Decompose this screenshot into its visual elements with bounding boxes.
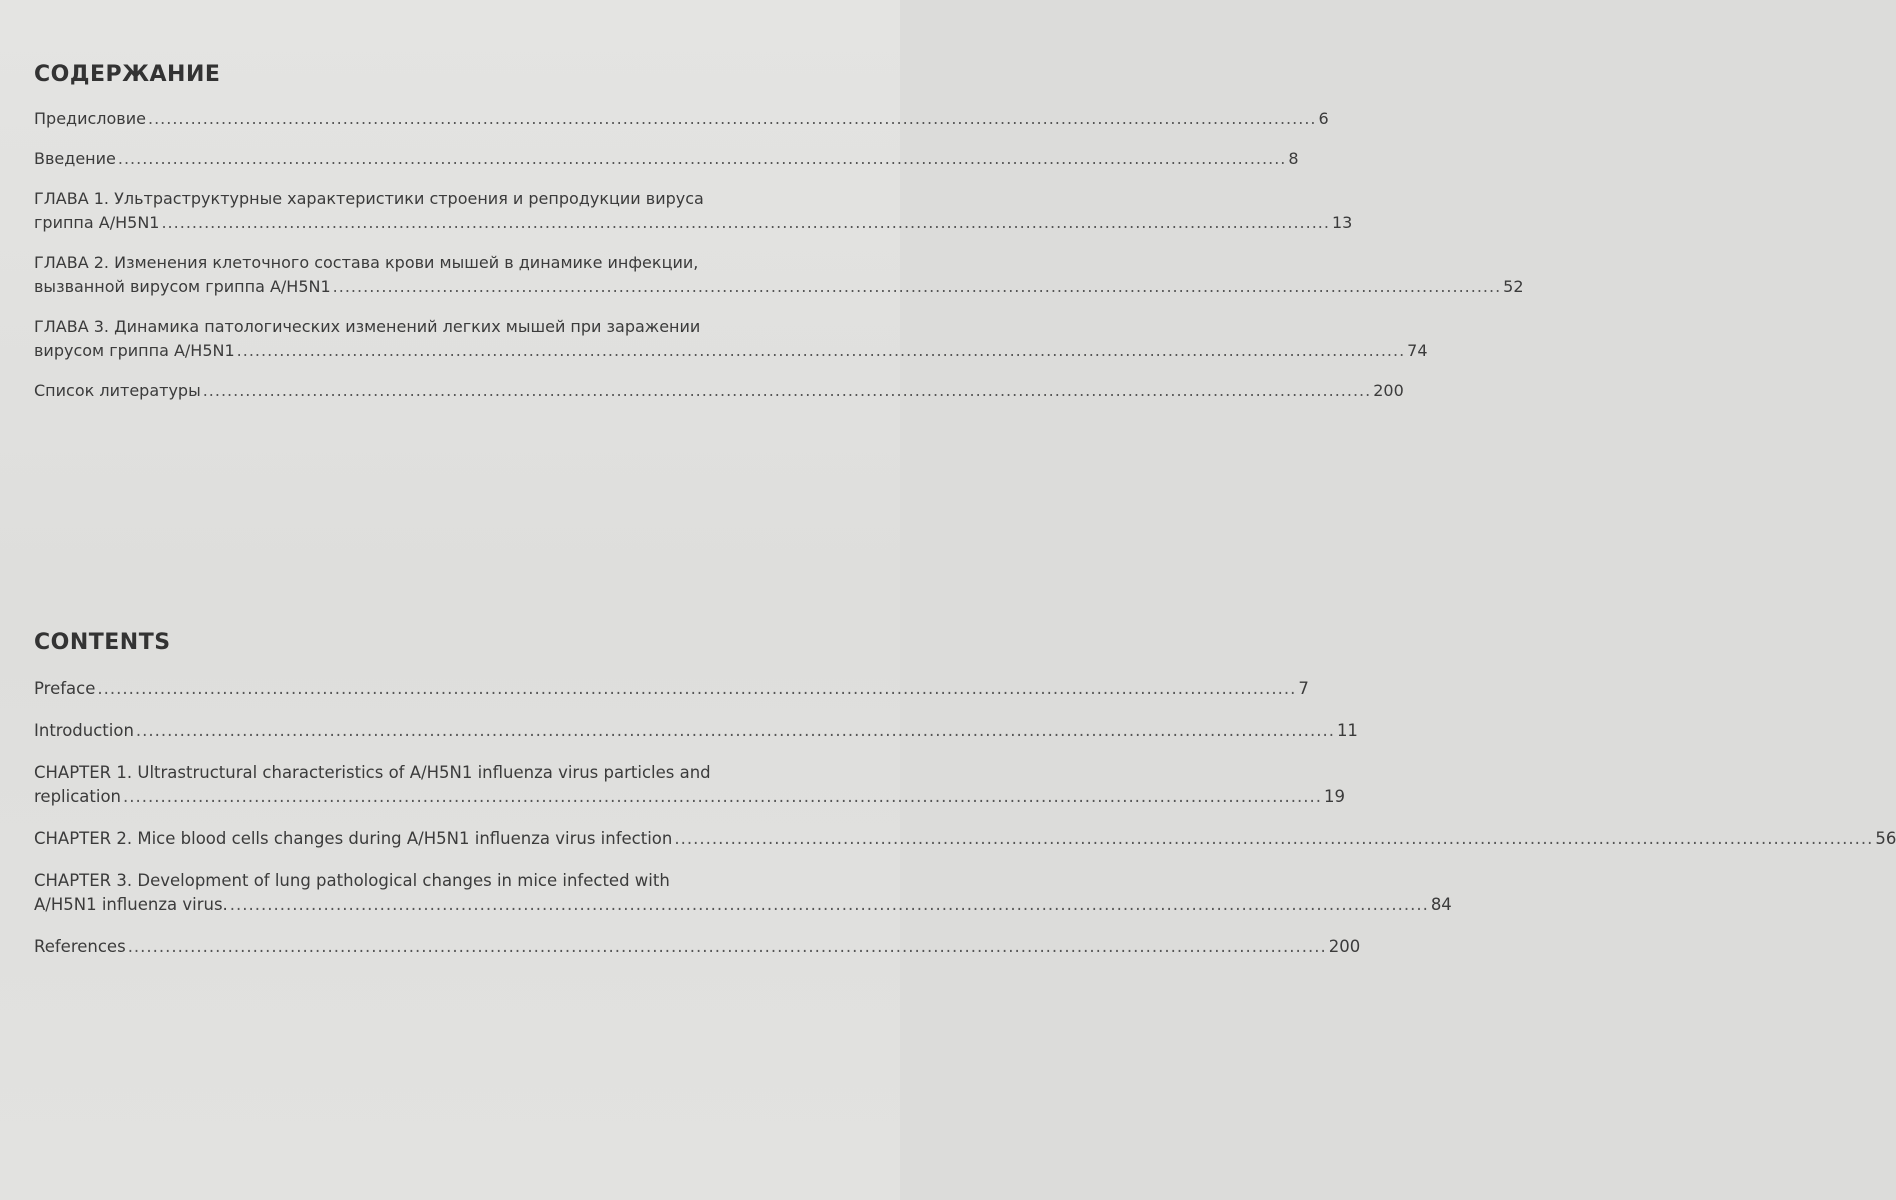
leader-dots: ................................................................................................................................................................................................ [229, 895, 1429, 914]
leader-dots: ................................................................................................................................................................................................ [127, 937, 1327, 956]
entry-text-line1: CHAPTER 3. Development of lung pathological changes in mice infected with [34, 871, 670, 890]
toc-title-en: CONTENTS [34, 630, 171, 655]
page-number: 13 [1331, 213, 1353, 232]
toc-entry-intro-ru [34, 147, 1299, 171]
toc-entry-chapter2-en [34, 827, 1896, 851]
leader-dots: ................................................................................................................................................................................................ [117, 149, 1287, 168]
entry-text-line1: ГЛАВА 3. Динамика патологических изменений легких мышей при заражении [34, 317, 701, 336]
toc-title-ru: СОДЕРЖАНИЕ [34, 62, 221, 87]
leader-dots: ................................................................................................................................................................................................ [161, 213, 1330, 232]
leader-dots: ................................................................................................................................................................................................ [123, 787, 1323, 806]
page-number: 200 [1328, 937, 1361, 956]
page-number: 11 [1336, 721, 1358, 740]
toc-entry-chapter2-ru [34, 251, 1524, 299]
toc-entry-references-ru [34, 379, 1404, 403]
leader-dots: ................................................................................................................................................................................................ [135, 721, 1335, 740]
entry-text: Введение [34, 149, 116, 168]
page-number: 6 [1318, 109, 1329, 128]
entry-text: Предисловие [34, 109, 146, 128]
entry-text: Preface [34, 679, 96, 698]
page-number: 84 [1430, 895, 1452, 914]
toc-entry-preface-ru [34, 107, 1329, 131]
toc-entry-chapter3-en [34, 869, 1452, 917]
leader-dots: ................................................................................................................................................................................................ [202, 381, 1372, 400]
entry-text: Список литературы [34, 381, 201, 400]
toc-entry-chapter1-ru [34, 187, 1353, 235]
toc-english [34, 630, 1896, 977]
page-number: 56 [1875, 829, 1896, 848]
page-number: 74 [1407, 341, 1428, 360]
toc-entry-references-en [34, 935, 1361, 959]
entry-text-line1: CHAPTER 1. Ultrastructural characteristics of A/H5N1 influenza virus particles and [34, 763, 711, 782]
toc-entry-preface-en [34, 677, 1309, 701]
entry-text-line2: replication [34, 787, 122, 806]
leader-dots: ................................................................................................................................................................................................ [147, 109, 1317, 128]
entry-text-line2: вирусом гриппа А/H5N1 [34, 341, 235, 360]
page-number: 8 [1288, 149, 1299, 168]
leader-dots: ................................................................................................................................................................................................ [97, 679, 1297, 698]
entry-text: Introduction [34, 721, 134, 740]
page-number: 200 [1373, 381, 1404, 400]
page-number: 19 [1324, 787, 1346, 806]
toc-entry-chapter3-ru [34, 315, 1428, 363]
entry-text: CHAPTER 2. Mice blood cells changes during A/H5N1 influenza virus infection [34, 829, 673, 848]
entry-text-line1: ГЛАВА 2. Изменения клеточного состава крови мышей в динамике инфекции, [34, 253, 699, 272]
leader-dots: ................................................................................................................................................................................................ [674, 829, 1874, 848]
entry-text-line2: вызванной вирусом гриппа А/H5N1 [34, 277, 331, 296]
entry-text-line1: ГЛАВА 1. Ультраструктурные характеристики строения и репродукции вируса [34, 189, 704, 208]
entry-text: References [34, 937, 126, 956]
leader-dots: ................................................................................................................................................................................................ [236, 341, 1406, 360]
leader-dots: ................................................................................................................................................................................................ [332, 277, 1502, 296]
entry-text-line2: гриппа А/H5N1 [34, 213, 160, 232]
toc-entry-intro-en [34, 719, 1358, 743]
toc-entry-chapter1-en [34, 761, 1346, 809]
page-number: 52 [1503, 277, 1524, 296]
page-number: 7 [1298, 679, 1309, 698]
toc-russian [34, 62, 1524, 419]
entry-text-line2: A/H5N1 influenza virus. [34, 895, 228, 914]
